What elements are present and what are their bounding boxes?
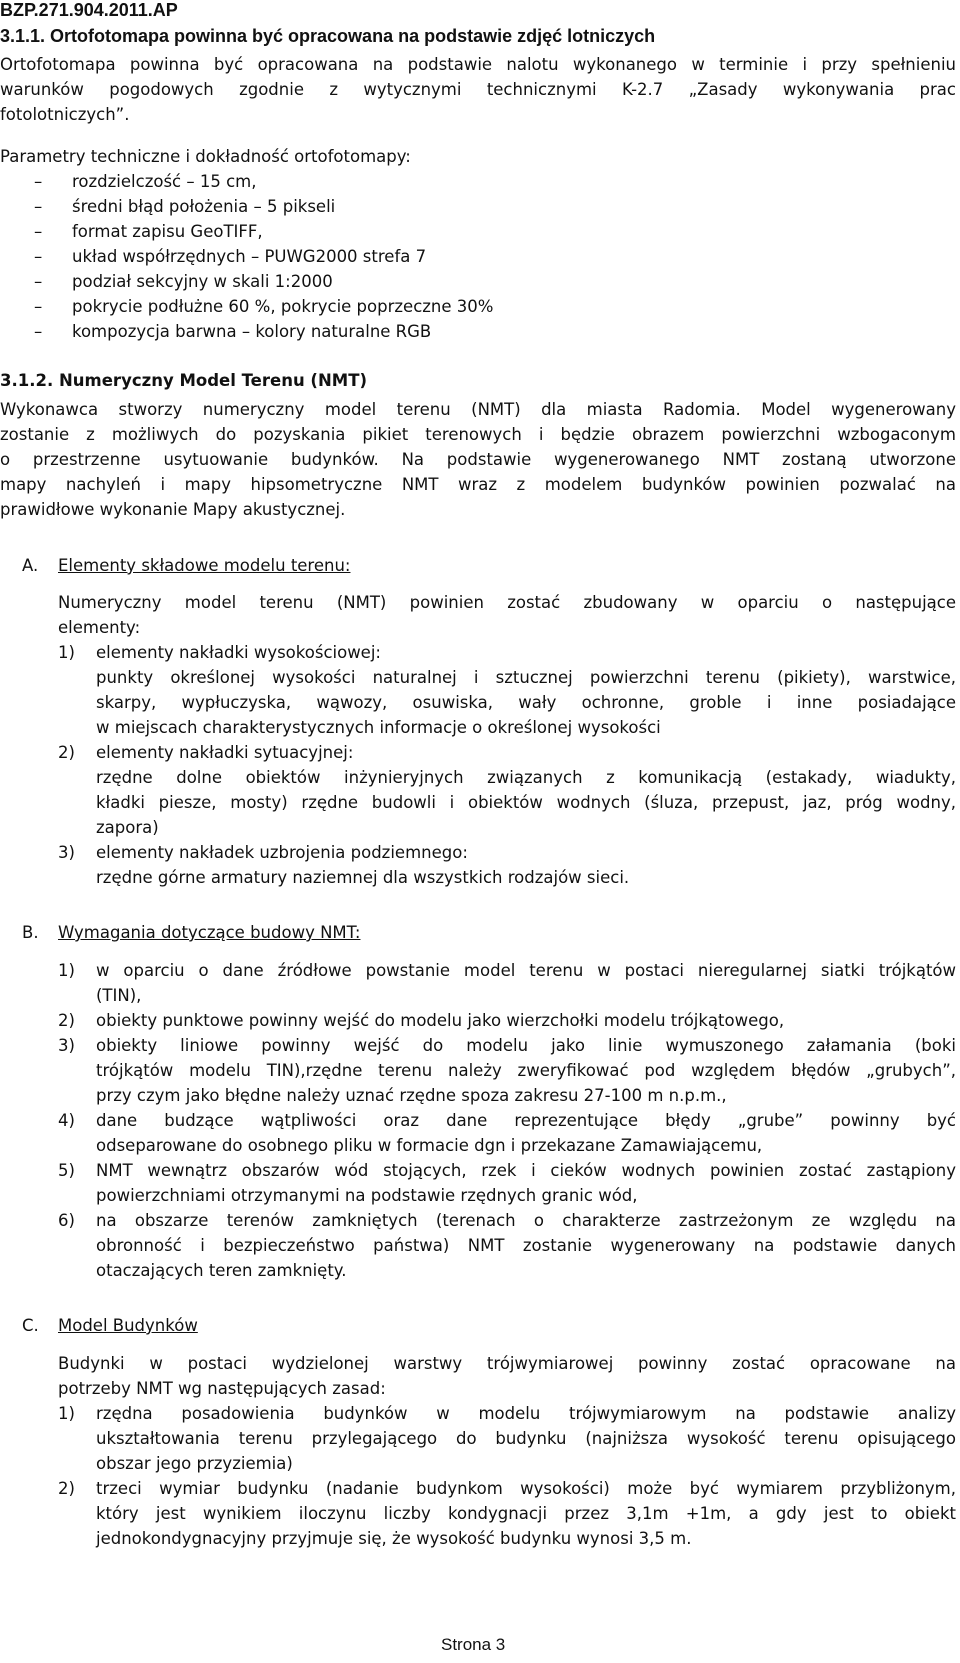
section-title-c: Model Budynków	[58, 1316, 198, 1335]
nmt-intro-line: Wykonawca stworzy numeryczny model terenu (NMT) dla miasta Radomia. Model wygenerowany	[0, 400, 956, 419]
list-number: 3)	[58, 1036, 75, 1055]
list-item-title: elementy nakładki sytuacyjnej:	[96, 743, 354, 762]
list-item-line: odseparowane do osobnego pliku w formacie dgn i przekazane Zamawiającemu,	[96, 1136, 763, 1155]
list-dash: –	[34, 197, 43, 216]
list-item-line: jednokondygnacyjny przyjmuje się, że wysokość budynku wynosi 3,5 m.	[96, 1529, 692, 1548]
list-item-line: powierzchniami otrzymanymi na podstawie rzędnych granic wód,	[96, 1186, 638, 1205]
list-dash: –	[34, 297, 43, 316]
section-a-intro-line: Numeryczny model terenu (NMT) powinien zostać zbudowany w oparciu o następujące	[58, 593, 956, 612]
list-item-line: obiekty liniowe powinny wejść do modelu jako linie wymuszonego załamania (boki	[96, 1036, 956, 1055]
param-item: format zapisu GeoTIFF,	[72, 222, 263, 241]
list-item-title: elementy nakładek uzbrojenia podziemnego:	[96, 843, 468, 862]
param-item: układ współrzędnych – PUWG2000 strefa 7	[72, 247, 427, 266]
list-item-line: punkty określonej wysokości naturalnej i sztucznej powierzchni terenu (pikiety), warstwice,	[96, 668, 956, 687]
nmt-intro-line: o przestrzenne usytuowanie budynków. Na podstawie wygenerowanego NMT zostaną utworzone	[0, 450, 956, 469]
list-item-line: ukształtowania terenu przylegającego do budynku (najniższa wysokość terenu opisującego	[96, 1429, 956, 1448]
page-number: Strona 3	[441, 1635, 506, 1654]
list-item-line: trójkątów modelu TIN),rzędne terenu należy zweryfikować pod względem błędów „grubych”,	[96, 1061, 956, 1080]
list-number: 2)	[58, 1479, 75, 1498]
section-c-intro-line: potrzeby NMT wg następujących zasad:	[58, 1379, 386, 1398]
list-item-line: na obszarze terenów zamkniętych (terenach o charakterze zastrzeżonym ze względu na	[96, 1211, 956, 1230]
section-title-nmt: 3.1.2. Numeryczny Model Terenu (NMT)	[0, 371, 367, 390]
list-number: 2)	[58, 743, 75, 762]
section-c-intro-line: Budynki w postaci wydzielonej warstwy trójwymiarowej powinny zostać opracowane na	[58, 1354, 956, 1373]
list-item-line: obszar jego przyziemia)	[96, 1454, 293, 1473]
list-item-line: obronność i bezpieczeństwo państwa) NMT zostanie wygenerowany na podstawie danych	[96, 1236, 956, 1255]
list-number: 1)	[58, 961, 75, 980]
ortho-intro-line: Ortofotomapa powinna być opracowana na podstawie nalotu wykonanego w terminie i przy spełnieniu	[0, 55, 956, 74]
list-item-line: rzędne górne armatury naziemnej dla wszystkich rodzajów sieci.	[96, 868, 630, 887]
list-item-line: skarpy, wypłuczyska, wąwozy, osuwiska, wały ochronne, groble i inne posiadające	[96, 693, 956, 712]
list-item-line: trzeci wymiar budynku (nadanie budynkom wysokości) może być wymiarem przybliżonym,	[96, 1479, 956, 1498]
section-title-ortofotomapa: 3.1.1. Ortofotomapa powinna być opracowana na podstawie zdjęć lotniczych	[0, 26, 656, 46]
param-item: rozdzielczość – 15 cm,	[72, 172, 257, 191]
section-title-a: Elementy składowe modelu terenu:	[58, 556, 351, 575]
list-item-line: rzędne dolne obiektów inżynieryjnych związanych z komunikacją (estakady, wiadukty,	[96, 768, 956, 787]
nmt-intro-line: zostanie z możliwych do pozyskania pikiet terenowych i będzie obrazem powierzchni wzbogaconym	[0, 425, 956, 444]
list-number: 3)	[58, 843, 75, 862]
list-dash: –	[34, 272, 43, 291]
section-a-intro-line: elementy:	[58, 618, 141, 637]
list-dash: –	[34, 172, 43, 191]
list-number: 5)	[58, 1161, 75, 1180]
list-number: 4)	[58, 1111, 75, 1130]
document-code: BZP.271.904.2011.AP	[0, 0, 178, 20]
param-item: pokrycie podłużne 60 %, pokrycie poprzeczne 30%	[72, 297, 494, 316]
section-letter-b: B.	[22, 923, 39, 942]
section-letter-c: C.	[22, 1316, 39, 1335]
list-dash: –	[34, 222, 43, 241]
section-title-b: Wymagania dotyczące budowy NMT:	[58, 923, 361, 942]
list-dash: –	[34, 322, 43, 341]
list-number: 1)	[58, 643, 75, 662]
section-letter-a: A.	[22, 556, 39, 575]
param-item: podział sekcyjny w skali 1:2000	[72, 272, 333, 291]
list-item-line: rzędna posadowienia budynków w modelu trójwymiarowym na podstawie analizy	[96, 1404, 956, 1423]
ortho-intro-line: fotolotniczych”.	[0, 105, 130, 124]
list-item-line: kładki piesze, mosty) rzędne budowli i obiektów wodnych (śluza, przepust, jaz, próg wodny,	[96, 793, 956, 812]
ortho-intro-line: warunków pogodowych zgodnie z wytycznymi technicznymi K-2.7 „Zasady wykonywania prac	[0, 80, 956, 99]
list-item-line: dane budzące wątpliwości oraz dane reprezentujące błędy „grube” powinny być	[96, 1111, 956, 1130]
param-item: kompozycja barwna – kolory naturalne RGB	[72, 322, 432, 341]
list-dash: –	[34, 247, 43, 266]
list-item-line: obiekty punktowe powinny wejść do modelu jako wierzchołki modelu trójkątowego,	[96, 1011, 785, 1030]
list-number: 2)	[58, 1011, 75, 1030]
nmt-intro-line: prawidłowe wykonanie Mapy akustycznej.	[0, 500, 346, 519]
list-number: 1)	[58, 1404, 75, 1423]
list-item-line: (TIN),	[96, 986, 142, 1005]
list-item-line: w miejscach charakterystycznych informacje o określonej wysokości	[96, 718, 661, 737]
list-item-line: który jest wynikiem iloczynu liczby kondygnacji przez 3,1m +1m, a gdy jest to obiekt	[96, 1504, 956, 1523]
param-item: średni błąd położenia – 5 pikseli	[72, 197, 336, 216]
list-item-line: przy czym jako błędne należy uznać rzędne spoza zakresu 27-100 m n.p.m.,	[96, 1086, 727, 1105]
list-item-line: otaczających teren zamknięty.	[96, 1261, 347, 1280]
params-title: Parametry techniczne i dokładność ortofotomapy:	[0, 147, 411, 166]
nmt-intro-line: mapy nachyleń i mapy hipsometryczne NMT wraz z modelem budynków powinien pozwalać na	[0, 475, 956, 494]
list-number: 6)	[58, 1211, 75, 1230]
list-item-line: zapora)	[96, 818, 159, 837]
list-item-line: NMT wewnątrz obszarów wód stojących, rzek i cieków wodnych powinien zostać zastąpiony	[96, 1161, 956, 1180]
list-item-title: elementy nakładki wysokościowej:	[96, 643, 381, 662]
list-item-line: w oparciu o dane źródłowe powstanie model terenu w postaci nieregularnej siatki trójkątów	[96, 961, 956, 980]
